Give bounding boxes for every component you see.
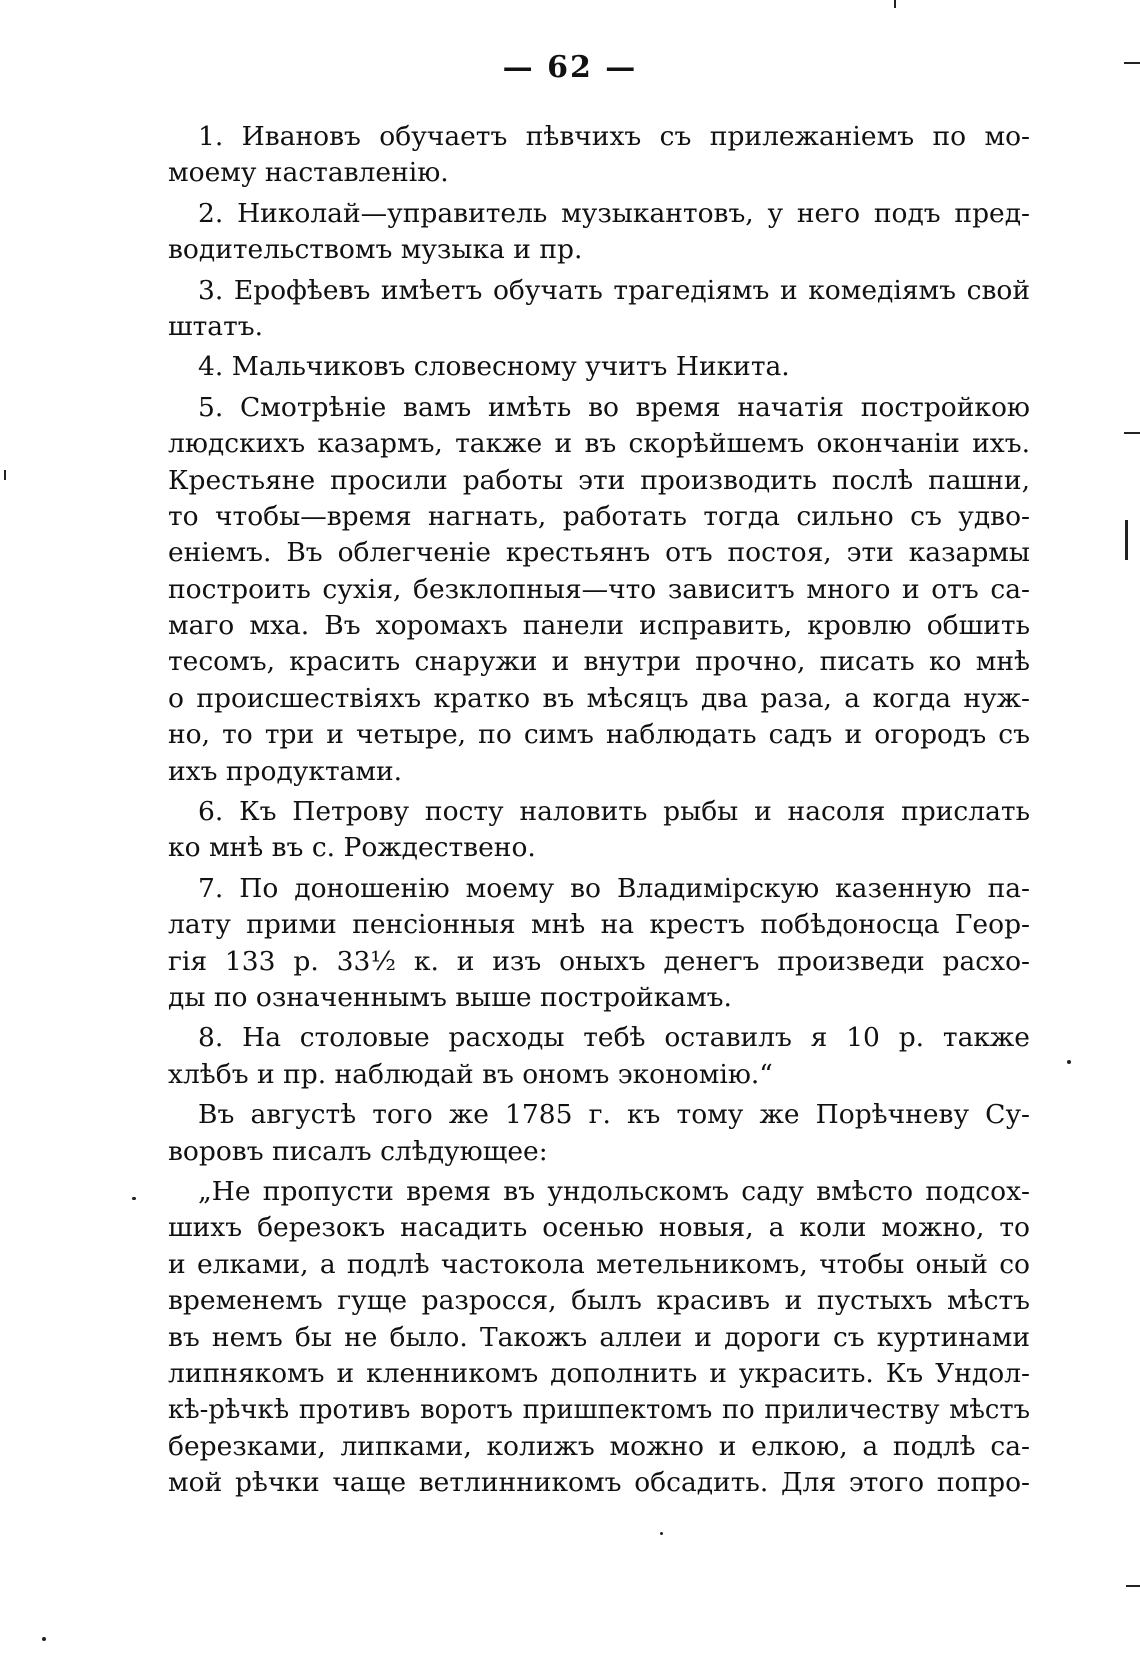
scan-mark: [660, 1532, 663, 1535]
scan-mark: [894, 0, 896, 8]
scan-mark: [1126, 1585, 1140, 1587]
text-line: штатъ.: [168, 310, 264, 342]
scan-mark: [132, 1197, 136, 1200]
scan-mark: [1124, 62, 1140, 64]
text-line: построить сухія, безклопныя—что зависитъ много и отъ са-: [168, 573, 1030, 605]
scan-mark: [42, 1637, 46, 1641]
text-line: тесомъ, красить снаружи и внутри прочно, писать ко мнѣ: [168, 646, 1030, 678]
text-line: въ немъ бы не было. Такожъ аллеи и дороги съ куртинами: [168, 1321, 1030, 1353]
text-line: Крестьяне просили работы эти производить послѣ пашни,: [168, 464, 1030, 496]
text-line: еніемъ. Въ облегченіе крестьянъ отъ постоя, эти казармы: [168, 537, 1030, 569]
text-line: 1. Ивановъ обучаетъ пѣвчихъ съ прилежаніемъ по мо-: [198, 121, 1030, 152]
page-number: — 62 —: [502, 50, 638, 85]
scan-mark: [1124, 432, 1140, 434]
text-line: воровъ писалъ слѣдующее:: [168, 1135, 548, 1167]
text-line: Въ августѣ того же 1785 г. къ тому же Порѣчневу Су-: [198, 1099, 1030, 1131]
scan-mark: [4, 470, 6, 480]
text-line: ды по означеннымъ выше постройкамъ.: [168, 981, 732, 1013]
text-line: гія 133 р. 33½ к. и изъ оныхъ денегъ произведи расхо-: [168, 945, 1030, 977]
text-line: „Не пропусти время въ ундольскомъ саду вмѣсто подсох-: [198, 1175, 1030, 1207]
text-line: хлѣбъ и пр. наблюдай въ ономъ экономію.“: [168, 1058, 773, 1090]
text-line: людскихъ казармъ, также и въ скорѣйшемъ окончаніи ихъ.: [168, 428, 1030, 460]
text-line: но, то три и четыре, по симъ наблюдать садъ и огородъ съ: [168, 719, 1030, 751]
text-line: и елками, а подлѣ частокола метельникомъ, чтобы оный со: [168, 1248, 1030, 1280]
text-line: 8. На столовые расходы тебѣ оставилъ я 10 р. также: [198, 1022, 1030, 1054]
text-line: 3. Ерофѣевъ имѣетъ обучать трагедіямъ и комедіямъ свой: [198, 274, 1030, 306]
text-line: 4. Мальчиковъ словесному учитъ Никита.: [198, 351, 790, 383]
text-line: о происшествіяхъ кратко въ мѣсяцъ два раза, а когда нуж-: [168, 682, 1030, 714]
text-line: березками, липками, колижъ можно и елкою, а подлѣ са-: [168, 1430, 1030, 1462]
text-line: 2. Николай—управитель музыкантовъ, у него подъ пред-: [198, 197, 1030, 229]
text-line: ко мнѣ въ с. Рождествено.: [168, 832, 536, 864]
text-line: временемъ гуще разросся, былъ красивъ и пустыхъ мѣстъ: [168, 1285, 1030, 1317]
text-line: маго мха. Въ хоромахъ панели исправить, кровлю обшить: [168, 610, 1030, 642]
text-line: 7. По доношенію моему во Владимірскую казенную па-: [198, 872, 1030, 904]
text-line: моему наставленію.: [168, 157, 449, 189]
text-line: 5. Смотрѣніе вамъ имѣть во время начатія постройкою: [198, 391, 1030, 423]
text-line: мой рѣчки чаще ветлинникомъ обсадить. Для этого попро-: [168, 1467, 1030, 1499]
text-line: кѣ-рѣчкѣ противъ воротъ пришпектомъ по приличеству мѣстъ: [168, 1395, 1030, 1426]
text-line: то чтобы—время нагнать, работать тогда сильно съ удво-: [168, 500, 1030, 532]
text-line: лату прими пенсіонныя мнѣ на крестъ побѣдоносца Геор-: [168, 909, 1030, 941]
text-line: водительствомъ музыка и пр.: [168, 234, 583, 266]
text-line: липнякомъ и кленникомъ дополнить и украсить. Къ Ундол-: [168, 1357, 1030, 1389]
text-line: 6. Къ Петрову посту наловить рыбы и насоля прислать: [198, 796, 1030, 828]
text-line: шихъ березокъ насадить осенью новыя, а коли можно, то: [168, 1212, 1030, 1244]
body-text: [168, 119, 1030, 1501]
scan-mark: [1067, 1060, 1071, 1064]
text-line: ихъ продуктами.: [168, 755, 403, 787]
scan-mark: [1125, 520, 1128, 560]
